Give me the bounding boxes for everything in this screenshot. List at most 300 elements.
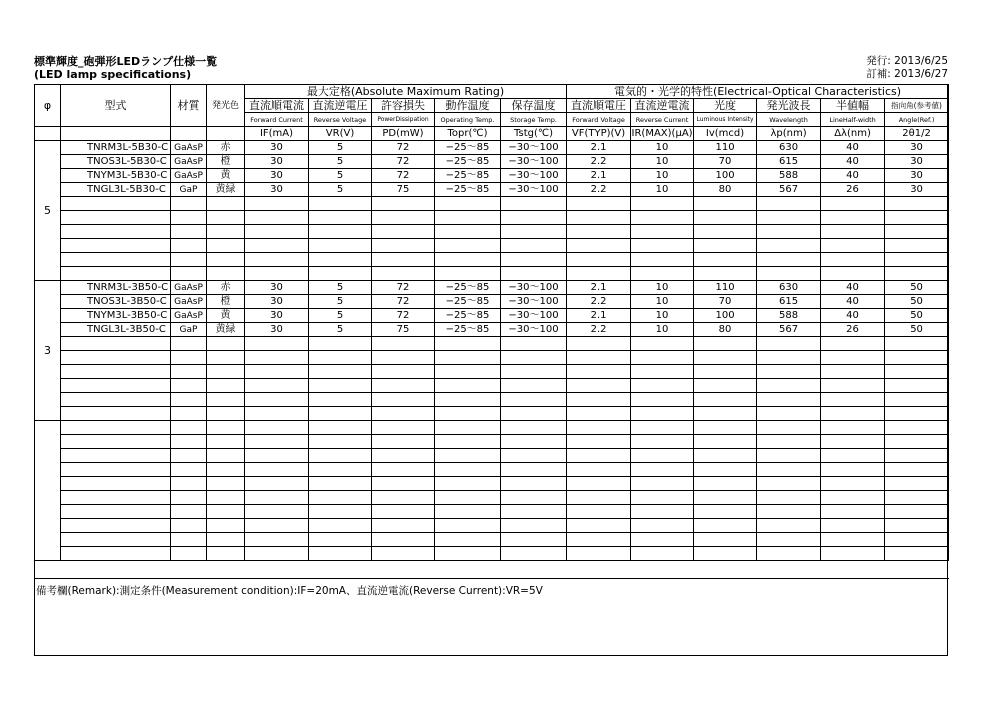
table-row bbox=[35, 211, 949, 225]
table-cell bbox=[309, 253, 372, 267]
table-row bbox=[35, 141, 949, 155]
table-cell bbox=[821, 533, 885, 547]
table-cell bbox=[501, 351, 567, 365]
table-cell bbox=[207, 491, 245, 505]
table-cell bbox=[885, 463, 949, 477]
header-col-en: Storage Temp. bbox=[501, 113, 567, 127]
table-cell bbox=[501, 393, 567, 407]
table-cell: −25〜85 bbox=[435, 323, 501, 337]
table-cell bbox=[171, 211, 207, 225]
table-cell bbox=[501, 365, 567, 379]
table-cell: 40 bbox=[821, 281, 885, 295]
header-col-unit: Δλ(nm) bbox=[821, 127, 885, 141]
table-cell bbox=[171, 519, 207, 533]
table-cell bbox=[501, 421, 567, 435]
table-cell bbox=[631, 421, 694, 435]
table-cell bbox=[372, 463, 435, 477]
table-cell: −30〜100 bbox=[501, 295, 567, 309]
table-cell bbox=[309, 463, 372, 477]
remark-text: 備考欄(Remark):測定条件(Measurement condition):IF=20mA、直流逆電流(Reverse Current):VR=5V bbox=[36, 585, 543, 597]
header-spacer bbox=[35, 127, 61, 141]
table-cell bbox=[821, 379, 885, 393]
table-cell bbox=[309, 435, 372, 449]
table-cell: 72 bbox=[372, 309, 435, 323]
table-cell: GaAsP bbox=[171, 309, 207, 323]
table-cell bbox=[757, 239, 821, 253]
table-cell bbox=[309, 533, 372, 547]
table-cell bbox=[171, 365, 207, 379]
table-cell bbox=[694, 491, 757, 505]
header-col-en: Reverse Current bbox=[631, 113, 694, 127]
table-cell bbox=[61, 421, 171, 435]
table-cell bbox=[567, 505, 631, 519]
table-cell bbox=[309, 519, 372, 533]
table-cell bbox=[631, 519, 694, 533]
table-cell bbox=[501, 253, 567, 267]
table-cell bbox=[309, 379, 372, 393]
table-cell bbox=[885, 533, 949, 547]
table-cell bbox=[207, 477, 245, 491]
table-cell bbox=[567, 519, 631, 533]
table-cell bbox=[501, 435, 567, 449]
table-cell bbox=[821, 267, 885, 281]
table-cell: 2.1 bbox=[567, 141, 631, 155]
table-cell bbox=[372, 225, 435, 239]
table-cell bbox=[309, 337, 372, 351]
table-cell bbox=[207, 463, 245, 477]
table-cell bbox=[435, 253, 501, 267]
table-cell bbox=[245, 239, 309, 253]
table-cell: 110 bbox=[694, 141, 757, 155]
table-cell bbox=[207, 253, 245, 267]
table-cell bbox=[757, 421, 821, 435]
table-cell bbox=[821, 253, 885, 267]
table-cell: 72 bbox=[372, 155, 435, 169]
table-cell bbox=[171, 337, 207, 351]
table-cell bbox=[694, 239, 757, 253]
table-cell bbox=[757, 519, 821, 533]
table-row bbox=[35, 449, 949, 463]
table-cell: 50 bbox=[885, 281, 949, 295]
table-row bbox=[35, 547, 949, 561]
table-cell bbox=[567, 477, 631, 491]
header-col-en: Operating Temp. bbox=[435, 113, 501, 127]
table-cell bbox=[309, 239, 372, 253]
table-cell bbox=[372, 449, 435, 463]
header-col-jp: 指向角(参考値) bbox=[885, 99, 949, 113]
table-cell bbox=[207, 421, 245, 435]
table-cell: 615 bbox=[757, 155, 821, 169]
table-cell bbox=[567, 351, 631, 365]
table-row bbox=[35, 407, 949, 421]
table-cell bbox=[567, 449, 631, 463]
table-cell: 5 bbox=[309, 309, 372, 323]
table-cell bbox=[245, 421, 309, 435]
table-cell: TNRM3L-5B30-C bbox=[61, 141, 171, 155]
table-cell bbox=[501, 267, 567, 281]
header-col-en: Luminous Intensity bbox=[694, 113, 757, 127]
header-col-jp: 半値幅 bbox=[821, 99, 885, 113]
table-cell bbox=[694, 253, 757, 267]
table-cell bbox=[245, 337, 309, 351]
table-row bbox=[35, 169, 949, 183]
table-cell bbox=[501, 547, 567, 561]
header-color: 発光色 bbox=[207, 85, 245, 127]
table-cell bbox=[821, 421, 885, 435]
table-cell: 10 bbox=[631, 295, 694, 309]
issued-date: 発行: 2013/6/25 bbox=[866, 55, 948, 67]
table-cell bbox=[207, 435, 245, 449]
table-cell bbox=[372, 379, 435, 393]
table-cell bbox=[757, 533, 821, 547]
table-cell bbox=[245, 449, 309, 463]
table-cell bbox=[821, 337, 885, 351]
table-cell: 100 bbox=[694, 309, 757, 323]
header-col-jp: 保存温度 bbox=[501, 99, 567, 113]
table-cell bbox=[245, 197, 309, 211]
table-cell bbox=[821, 449, 885, 463]
table-cell bbox=[694, 421, 757, 435]
table-cell bbox=[245, 491, 309, 505]
table-cell bbox=[501, 239, 567, 253]
header-col-unit: λp(nm) bbox=[757, 127, 821, 141]
table-cell bbox=[631, 533, 694, 547]
table-cell bbox=[372, 393, 435, 407]
table-cell: 50 bbox=[885, 309, 949, 323]
table-cell: GaAsP bbox=[171, 169, 207, 183]
table-cell: 赤 bbox=[207, 141, 245, 155]
table-cell bbox=[821, 519, 885, 533]
table-cell bbox=[885, 547, 949, 561]
table-cell: 100 bbox=[694, 169, 757, 183]
header-col-en: Forward Current bbox=[245, 113, 309, 127]
table-cell bbox=[171, 379, 207, 393]
table-cell bbox=[821, 197, 885, 211]
table-cell: −25〜85 bbox=[435, 281, 501, 295]
table-cell: 26 bbox=[821, 183, 885, 197]
table-cell: 40 bbox=[821, 309, 885, 323]
table-cell: 5 bbox=[309, 295, 372, 309]
table-cell: TNRM3L-3B50-C bbox=[61, 281, 171, 295]
revised-date: 訂補: 2013/6/27 bbox=[866, 68, 948, 80]
table-cell bbox=[245, 225, 309, 239]
table-cell bbox=[171, 491, 207, 505]
table-row bbox=[35, 225, 949, 239]
table-cell bbox=[757, 547, 821, 561]
table-cell bbox=[61, 211, 171, 225]
table-cell bbox=[435, 351, 501, 365]
table-cell bbox=[171, 225, 207, 239]
table-cell bbox=[207, 379, 245, 393]
table-cell bbox=[821, 491, 885, 505]
table-cell: 黄 bbox=[207, 309, 245, 323]
table-cell bbox=[567, 421, 631, 435]
table-cell: 630 bbox=[757, 141, 821, 155]
table-cell bbox=[207, 393, 245, 407]
table-row bbox=[35, 435, 949, 449]
table-cell bbox=[171, 197, 207, 211]
table-cell bbox=[372, 505, 435, 519]
table-cell: GaP bbox=[171, 323, 207, 337]
table-cell bbox=[757, 197, 821, 211]
table-cell: GaAsP bbox=[171, 141, 207, 155]
table-cell bbox=[501, 379, 567, 393]
table-cell: TNGL3L-5B30-C bbox=[61, 183, 171, 197]
table-cell: 2.1 bbox=[567, 281, 631, 295]
table-cell bbox=[245, 351, 309, 365]
table-cell bbox=[885, 477, 949, 491]
table-cell: 黄緑 bbox=[207, 323, 245, 337]
table-cell bbox=[694, 225, 757, 239]
table-cell bbox=[567, 253, 631, 267]
table-cell bbox=[631, 267, 694, 281]
table-cell bbox=[61, 477, 171, 491]
spec-table bbox=[34, 84, 949, 561]
table-cell bbox=[61, 505, 171, 519]
table-cell bbox=[885, 351, 949, 365]
table-cell bbox=[885, 505, 949, 519]
table-cell bbox=[171, 393, 207, 407]
table-cell bbox=[207, 519, 245, 533]
table-cell: 110 bbox=[694, 281, 757, 295]
diameter-cell: 5 bbox=[35, 141, 61, 281]
table-cell: GaAsP bbox=[171, 295, 207, 309]
table-row bbox=[35, 421, 949, 435]
table-cell bbox=[501, 533, 567, 547]
table-cell bbox=[694, 351, 757, 365]
table-cell bbox=[821, 407, 885, 421]
table-cell: 50 bbox=[885, 323, 949, 337]
title-en: (LED lamp specifications) bbox=[34, 68, 192, 81]
table-cell bbox=[821, 547, 885, 561]
table-cell bbox=[821, 435, 885, 449]
table-cell bbox=[885, 337, 949, 351]
table-cell bbox=[757, 337, 821, 351]
table-cell: 黄緑 bbox=[207, 183, 245, 197]
table-cell: 10 bbox=[631, 141, 694, 155]
table-cell bbox=[435, 435, 501, 449]
table-cell bbox=[207, 337, 245, 351]
table-cell bbox=[694, 547, 757, 561]
table-cell bbox=[694, 211, 757, 225]
table-row bbox=[35, 281, 949, 295]
table-cell bbox=[372, 435, 435, 449]
table-cell: 5 bbox=[309, 323, 372, 337]
table-cell bbox=[435, 449, 501, 463]
header-col-jp: 光度 bbox=[694, 99, 757, 113]
table-cell bbox=[567, 463, 631, 477]
table-cell bbox=[171, 421, 207, 435]
table-cell bbox=[372, 239, 435, 253]
table-cell bbox=[821, 365, 885, 379]
table-cell bbox=[435, 407, 501, 421]
table-cell bbox=[694, 379, 757, 393]
table-cell: 2.1 bbox=[567, 169, 631, 183]
table-cell bbox=[435, 225, 501, 239]
table-cell bbox=[309, 211, 372, 225]
table-cell bbox=[171, 435, 207, 449]
table-cell bbox=[631, 253, 694, 267]
title-jp: 標準輝度_砲弾形LEDランプ仕様一覧 bbox=[34, 55, 218, 68]
table-cell bbox=[821, 351, 885, 365]
table-cell: 40 bbox=[821, 155, 885, 169]
table-cell bbox=[245, 365, 309, 379]
header-model: 型式 bbox=[61, 85, 171, 127]
header-spacer bbox=[207, 127, 245, 141]
table-cell: 70 bbox=[694, 155, 757, 169]
table-cell bbox=[435, 267, 501, 281]
table-cell bbox=[694, 449, 757, 463]
header-col-unit: VR(V) bbox=[309, 127, 372, 141]
table-cell bbox=[61, 393, 171, 407]
table-cell bbox=[567, 547, 631, 561]
table-cell bbox=[207, 225, 245, 239]
table-cell: TNOS3L-5B30-C bbox=[61, 155, 171, 169]
table-cell bbox=[61, 435, 171, 449]
table-cell bbox=[61, 533, 171, 547]
table-cell bbox=[694, 435, 757, 449]
table-cell bbox=[694, 463, 757, 477]
table-cell bbox=[501, 519, 567, 533]
table-cell bbox=[245, 477, 309, 491]
table-cell bbox=[372, 407, 435, 421]
table-row bbox=[35, 155, 949, 169]
table-row bbox=[35, 533, 949, 547]
table-cell bbox=[171, 239, 207, 253]
table-cell: 2.2 bbox=[567, 155, 631, 169]
table-cell bbox=[435, 337, 501, 351]
table-cell bbox=[61, 491, 171, 505]
table-cell bbox=[567, 239, 631, 253]
table-cell: −25〜85 bbox=[435, 141, 501, 155]
table-cell bbox=[61, 337, 171, 351]
table-cell: 72 bbox=[372, 281, 435, 295]
table-row bbox=[35, 267, 949, 281]
table-cell bbox=[435, 365, 501, 379]
table-row bbox=[35, 505, 949, 519]
table-cell: 30 bbox=[885, 183, 949, 197]
header-col-unit: PD(mW) bbox=[372, 127, 435, 141]
table-cell bbox=[501, 225, 567, 239]
table-cell bbox=[501, 505, 567, 519]
table-cell bbox=[245, 379, 309, 393]
table-cell bbox=[207, 407, 245, 421]
table-cell: 黄 bbox=[207, 169, 245, 183]
table-cell bbox=[821, 477, 885, 491]
table-cell: 30 bbox=[245, 323, 309, 337]
table-cell: −30〜100 bbox=[501, 309, 567, 323]
table-cell: TNYM3L-3B50-C bbox=[61, 309, 171, 323]
table-cell bbox=[372, 211, 435, 225]
table-cell bbox=[245, 407, 309, 421]
table-cell bbox=[757, 505, 821, 519]
table-row bbox=[35, 197, 949, 211]
header-col-unit: VF(TYP)(V) bbox=[567, 127, 631, 141]
table-cell bbox=[885, 421, 949, 435]
table-cell bbox=[372, 365, 435, 379]
table-cell bbox=[435, 519, 501, 533]
table-cell bbox=[61, 225, 171, 239]
table-cell bbox=[694, 267, 757, 281]
table-cell bbox=[631, 351, 694, 365]
table-cell bbox=[309, 225, 372, 239]
table-cell bbox=[435, 533, 501, 547]
table-cell: 10 bbox=[631, 183, 694, 197]
header-col-en: PowerDissipation bbox=[372, 113, 435, 127]
table-cell bbox=[501, 477, 567, 491]
table-cell: TNYM3L-5B30-C bbox=[61, 169, 171, 183]
table-cell: 30 bbox=[245, 169, 309, 183]
table-cell: −30〜100 bbox=[501, 183, 567, 197]
header-col-jp: 直流順電流 bbox=[245, 99, 309, 113]
table-cell bbox=[171, 505, 207, 519]
table-cell bbox=[567, 225, 631, 239]
table-cell bbox=[567, 379, 631, 393]
table-cell bbox=[61, 449, 171, 463]
table-cell bbox=[631, 211, 694, 225]
table-row bbox=[35, 183, 949, 197]
table-cell bbox=[207, 505, 245, 519]
table-cell: 5 bbox=[309, 169, 372, 183]
table-cell: 40 bbox=[821, 169, 885, 183]
table-cell bbox=[885, 211, 949, 225]
table-cell bbox=[372, 519, 435, 533]
table-cell bbox=[61, 351, 171, 365]
table-cell bbox=[757, 491, 821, 505]
table-cell bbox=[567, 533, 631, 547]
table-cell bbox=[501, 491, 567, 505]
table-row bbox=[35, 365, 949, 379]
table-cell bbox=[207, 533, 245, 547]
table-cell bbox=[61, 463, 171, 477]
table-cell: 40 bbox=[821, 295, 885, 309]
table-cell bbox=[694, 407, 757, 421]
header-col-unit: IF(mA) bbox=[245, 127, 309, 141]
table-cell: 588 bbox=[757, 169, 821, 183]
table-cell bbox=[61, 407, 171, 421]
table-cell bbox=[435, 239, 501, 253]
table-cell: 30 bbox=[245, 141, 309, 155]
table-cell bbox=[245, 393, 309, 407]
table-cell bbox=[885, 449, 949, 463]
table-cell bbox=[757, 211, 821, 225]
table-cell bbox=[207, 351, 245, 365]
table-cell bbox=[885, 225, 949, 239]
table-cell: 567 bbox=[757, 183, 821, 197]
table-cell bbox=[207, 547, 245, 561]
table-cell: −25〜85 bbox=[435, 183, 501, 197]
table-cell: 赤 bbox=[207, 281, 245, 295]
table-cell bbox=[501, 407, 567, 421]
header-col-en: Angle(Ref.) bbox=[885, 113, 949, 127]
table-cell: 5 bbox=[309, 183, 372, 197]
table-cell: 70 bbox=[694, 295, 757, 309]
table-cell bbox=[885, 379, 949, 393]
table-cell bbox=[821, 211, 885, 225]
table-cell: 30 bbox=[245, 155, 309, 169]
table-cell: 5 bbox=[309, 281, 372, 295]
page-title bbox=[34, 55, 217, 81]
table-cell bbox=[171, 267, 207, 281]
table-cell bbox=[207, 449, 245, 463]
table-cell bbox=[309, 407, 372, 421]
table-cell bbox=[61, 519, 171, 533]
table-cell bbox=[885, 365, 949, 379]
table-cell bbox=[207, 365, 245, 379]
table-cell bbox=[567, 337, 631, 351]
table-cell: 橙 bbox=[207, 295, 245, 309]
table-cell bbox=[372, 253, 435, 267]
